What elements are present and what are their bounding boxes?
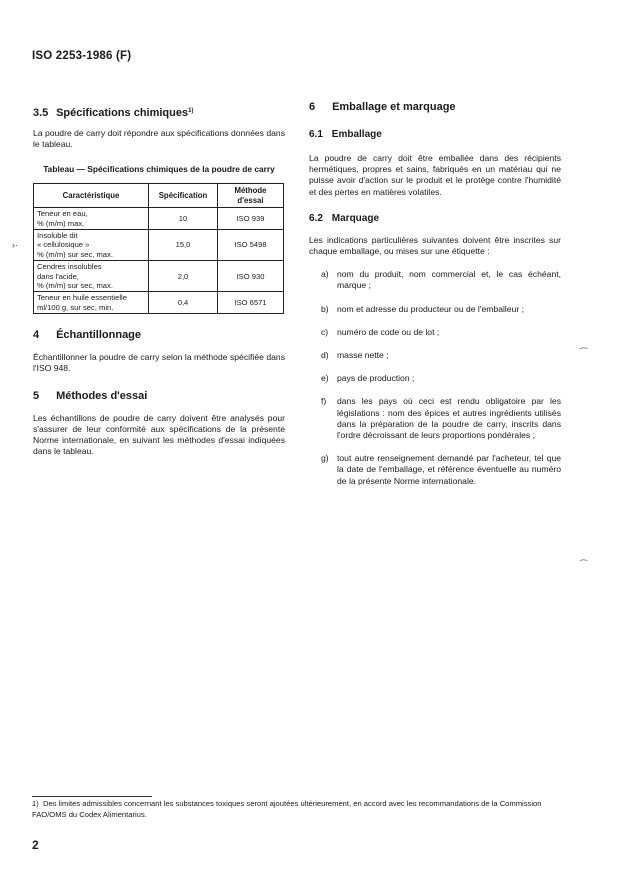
section-5-heading xyxy=(33,389,285,403)
footnote xyxy=(32,798,572,820)
list-item-text: dans les pays où ceci est rendu obligatoire par les législations : nom des épices et autres ingrédients utilisés dans la préparation de la poudre de carry, inscrits dans l'ordre décroissant de leurs proportions pondérales ; xyxy=(337,396,561,441)
document-header: ISO 2253-1986 (F) xyxy=(32,50,132,62)
cell-line: % (m/m) sur sec, max. xyxy=(37,249,113,259)
section-6-2-paragraph: Les indications particulières suivantes doivent être inscrites sur chaque emballage, ou mises sur une étiquette : xyxy=(309,234,561,257)
section-number: 3.5 xyxy=(33,107,49,119)
right-column xyxy=(309,100,561,487)
scan-mark: ⁀ xyxy=(580,348,588,358)
list-item xyxy=(309,327,561,338)
cell-line: ml/100 g, sur sec, min. xyxy=(37,302,114,312)
section-title: Emballage xyxy=(331,129,382,140)
section-6-1-paragraph: La poudre de carry doit être emballée dans des récipients hermétiques, propres et sains, fabriqués en un matériau qui ne puisse avoir d'action sur le produit et le protège contre l'humidité et des pertes en matières volatiles. xyxy=(309,153,561,197)
cell-line: Cendres insolubles xyxy=(37,262,102,272)
footnote-reference: 1) xyxy=(188,108,194,114)
method-cell: ISO 6571 xyxy=(218,292,284,314)
list-item-label: c) xyxy=(321,326,329,337)
table-row xyxy=(34,230,284,261)
list-item xyxy=(309,396,561,441)
list-item-label: e) xyxy=(321,373,329,384)
method-cell: ISO 939 xyxy=(218,208,284,230)
list-item-text: numéro de code ou de lot ; xyxy=(337,326,440,337)
table-header-row xyxy=(34,184,284,208)
section-3-5-paragraph: La poudre de carry doit répondre aux spécifications données dans le tableau. xyxy=(33,128,285,150)
specification-cell: 10 xyxy=(149,208,218,230)
cell-line: dans l'acide, xyxy=(37,271,79,281)
column-header: Spécification xyxy=(149,184,218,208)
list-item xyxy=(309,453,561,487)
section-title: Marquage xyxy=(331,212,380,224)
list-item-label: f) xyxy=(321,396,327,407)
section-title: Spécifications chimiques xyxy=(56,107,189,119)
page-number: 2 xyxy=(32,838,39,852)
characteristic-cell xyxy=(34,208,149,230)
left-column xyxy=(33,100,285,458)
section-4-paragraph: Échantillonner la poudre de carry selon la méthode spécifiée dans l'ISO 948. xyxy=(33,352,285,374)
list-item-text: nom du produit, nom commercial et, le cas échéant, marque ; xyxy=(337,269,561,291)
cell-line: Teneur en huile essentielle xyxy=(37,293,127,303)
section-number: 5 xyxy=(33,389,40,402)
list-item-label: g) xyxy=(321,453,329,464)
list-item xyxy=(309,304,561,315)
cell-line: % (m/m) sur sec, max. xyxy=(37,281,113,291)
section-6-1-heading xyxy=(309,128,561,141)
section-title: Échantillonnage xyxy=(56,329,142,342)
section-number: 6.2 xyxy=(309,212,323,224)
list-item xyxy=(309,373,561,384)
section-3-5-heading xyxy=(33,106,285,120)
table-caption: Tableau — Spécifications chimiques de la poudre de carry xyxy=(43,164,275,175)
list-item-label: b) xyxy=(321,303,329,314)
cell-line: % (m/m) max. xyxy=(37,218,85,228)
method-cell: ISO 5498 xyxy=(218,230,284,261)
list-item xyxy=(309,269,561,291)
list-item-text: tout autre renseignement demandé par l'acheteur, tel que la date de l'emballage, et référence éventuelle au numéro de la présente Norme internationale. xyxy=(337,453,561,486)
column-header: Méthode d'essai xyxy=(218,184,284,208)
section-title: Emballage et marquage xyxy=(332,101,456,113)
list-item-label: d) xyxy=(321,350,329,361)
specification-cell: 15,0 xyxy=(149,230,218,261)
scan-mark: ⁀ xyxy=(580,560,588,570)
characteristic-cell xyxy=(34,292,149,314)
specification-cell: 2,0 xyxy=(149,261,218,292)
list-item-label: a) xyxy=(321,269,329,280)
list-item-text: pays de production ; xyxy=(337,373,415,384)
footnote-text: Des limites admissibles concernant les substances toxiques seront ajoutées ultérieurement, en accord avec les recommandations de la Commission FAO/OMS du Codex Alimentarius. xyxy=(32,799,542,819)
method-cell: ISO 930 xyxy=(218,261,284,292)
section-5-paragraph: Les échantillons de poudre de carry doivent être analysés pour s'assurer de leur conformité aux spécifications de la présente Norme internationale, en suivant les méthodes d'essai indiquées dans le tableau. xyxy=(33,412,285,457)
section-number: 4 xyxy=(33,329,40,342)
cell-line: Teneur en eau, xyxy=(37,209,88,219)
list-item xyxy=(309,350,561,361)
section-4-heading xyxy=(33,328,285,342)
cell-line: « cellulosique » xyxy=(37,240,90,250)
section-number: 6 xyxy=(309,101,316,113)
table-row xyxy=(34,292,284,314)
column-header: Caractéristique xyxy=(34,184,149,208)
specification-cell: 0,4 xyxy=(149,292,218,314)
section-title: Méthodes d'essai xyxy=(56,389,148,402)
section-6-2-heading xyxy=(309,212,561,225)
table-row xyxy=(34,261,284,292)
characteristic-cell xyxy=(34,261,149,292)
list-item-text: masse nette ; xyxy=(337,350,389,361)
cell-line: Insoluble dit xyxy=(37,231,78,241)
characteristic-cell xyxy=(34,230,149,261)
section-6-heading xyxy=(309,100,561,114)
footnote-label: 1) xyxy=(32,799,39,808)
list-item-text: nom et adresse du producteur ou de l'emballeur ; xyxy=(337,303,524,314)
table-row xyxy=(34,208,284,230)
specifications-table xyxy=(33,183,284,314)
scan-mark: ›· xyxy=(12,240,18,250)
footnote-divider xyxy=(32,796,152,797)
section-number: 6.1 xyxy=(309,129,323,140)
